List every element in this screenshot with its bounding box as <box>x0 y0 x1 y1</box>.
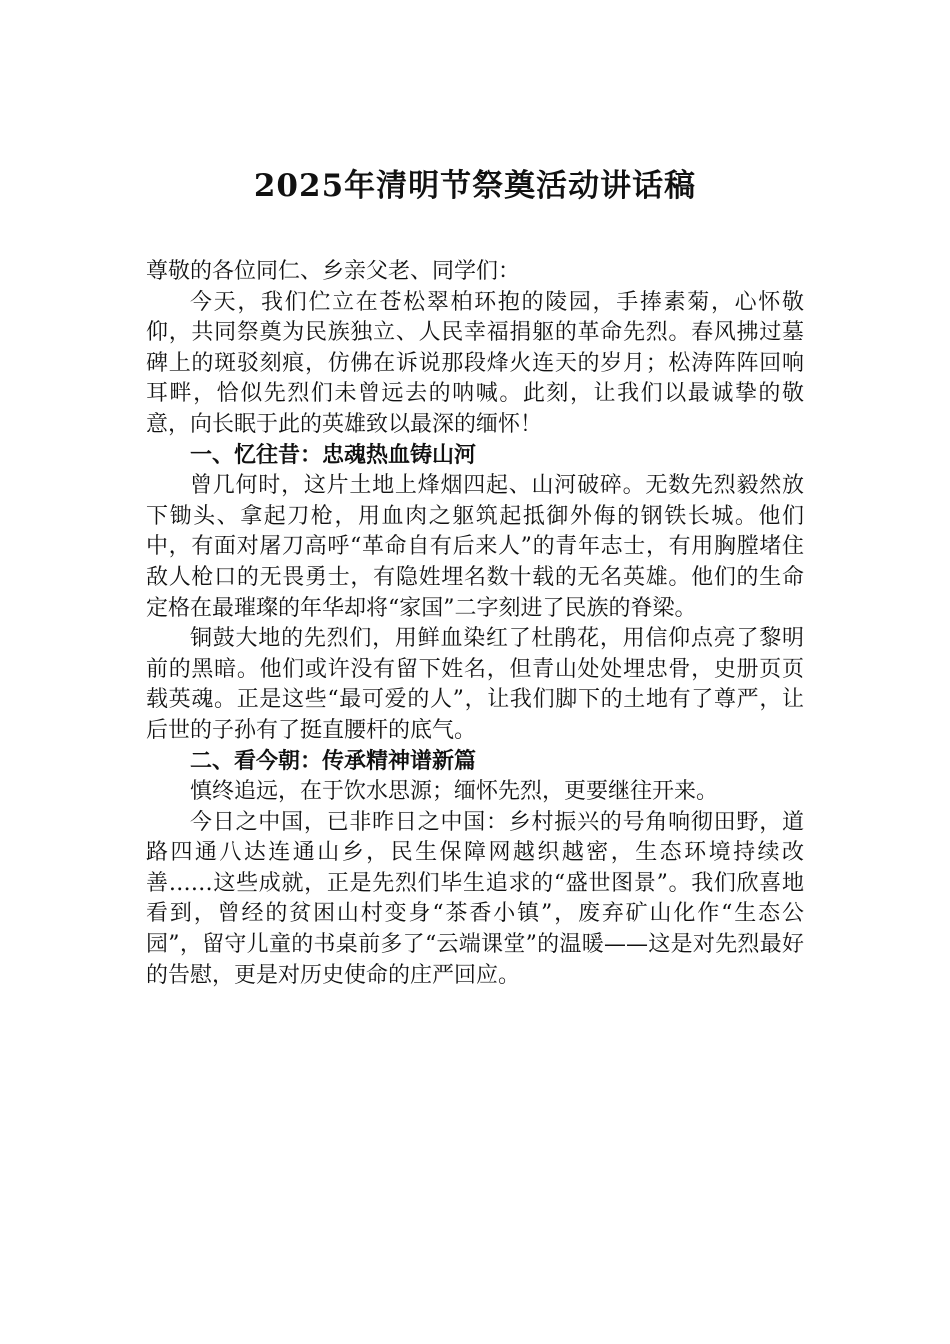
section-2-heading: 二、看今朝：传承精神谱新篇 <box>190 748 477 774</box>
document-title: 2025年清明节祭奠活动讲话稿 <box>253 168 697 204</box>
section-1-paragraph-2: 铜鼓大地的先烈们，用鲜血染红了杜鹃花，用信仰点亮了黎明前的黑暗。他们或许没有留下姓名，但青山处处埋忠骨，史册页页载英魂。正是这些“最可爱的人”，让我们脚下的土地有了尊严，让后世的子孙有了挺直腰杆的底气。 <box>146 626 804 743</box>
section-1-heading: 一、忆往昔：忠魂热血铸山河 <box>190 442 477 468</box>
section-2-paragraph-2: 今日之中国，已非昨日之中国：乡村振兴的号角响彻田野，道路四通八达连通山乡，民生保障网越织越密，生态环境持续改善……这些成就，正是先烈们毕生追求的“盛世图景”。我们欣喜地看到，曾经的贫困山村变身“茶香小镇”，废弃矿山化作“生态公园”，留守儿童的书桌前多了“云端课堂”的温暖——这是对先烈最好的告慰，更是对历史使命的庄严回应。 <box>146 809 804 988</box>
salutation: 尊敬的各位同仁、乡亲父老、同学们： <box>146 259 521 284</box>
document-body <box>146 257 804 991</box>
section-2-paragraph-1: 慎终追远，在于饮水思源；缅怀先烈，更要继往开来。 <box>190 779 719 805</box>
intro-paragraph: 今天，我们伫立在苍松翠柏环抱的陵园，手捧素菊，心怀敬仰，共同祭奠为民族独立、人民幸福捐躯的革命先烈。春风拂过墓碑上的斑驳刻痕，仿佛在诉说那段烽火连天的岁月；松涛阵阵回响耳畔，恰似先烈们未曾远去的呐喊。此刻，让我们以最诚挚的敬意，向长眠于此的英雄致以最深的缅怀！ <box>146 289 804 437</box>
section-1-paragraph-1: 曾几何时，这片土地上烽烟四起、山河破碎。无数先烈毅然放下锄头、拿起刀枪，用血肉之躯筑起抵御外侮的钢铁长城。他们中，有面对屠刀高呼“革命自有后来人”的青年志士，有用胸膛堵住敌人枪口的无畏勇士，有隐姓埋名数十载的无名英雄。他们的生命定格在最璀璨的年华却将“家国”二字刻进了民族的脊梁。 <box>146 473 804 621</box>
